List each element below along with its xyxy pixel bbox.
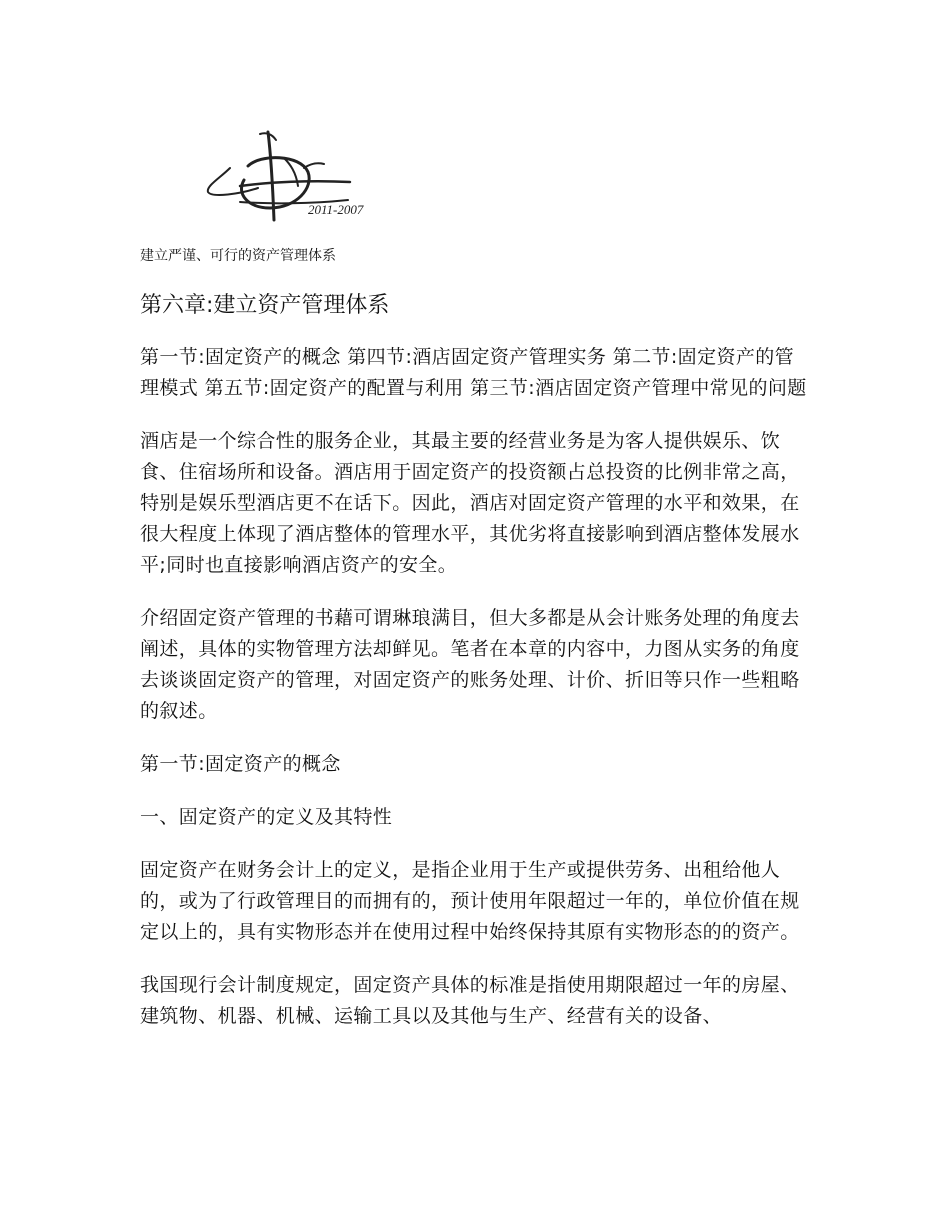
document-body [140, 342, 812, 1054]
paragraph-regulation: 我国现行会计制度规定，固定资产具体的标准是指使用期限超过一年的房屋、建筑物、机器、机械、运输工具以及其他与生产、经营有关的设备、 [140, 974, 800, 1027]
signature-date: 2011-2007 [308, 202, 364, 217]
paragraph-definition: 固定资产在财务会计上的定义，是指企业用于生产或提供劳务、出租给他人的，或为了行政管理目的而拥有的，预计使用年限超过一年的，单位价值在规定以上的，具有实物形态并在使用过程中始终保持其原有实物形态的的资产。 [140, 859, 800, 943]
table-of-contents: 第一节:固定资产的概念 第四节:酒店固定资产管理实务 第二节:固定资产的管理模式 第五节:固定资产的配置与利用 第三节:酒店固定资产管理中常见的问题 [140, 346, 807, 399]
handwritten-signature [200, 128, 405, 224]
document-subtitle: 建立严谨、可行的资产管理体系 [140, 248, 336, 264]
paragraph-intro: 酒店是一个综合性的服务企业，其最主要的经营业务是为客人提供娱乐、饮食、住宿场所和设备。酒店用于固定资产的投资额占总投资的比例非常之高，特别是娱乐型酒店更不在话下。因此，酒店对固定资产管理的水平和效果，在很大程度上体现了酒店整体的管理水平，其优劣将直接影响到酒店整体发展水平;同时也直接影响酒店资产的安全。 [140, 430, 800, 576]
section-heading: 第一节:固定资产的概念 [140, 753, 341, 775]
subsection-heading: 一、固定资产的定义及其特性 [140, 806, 393, 828]
paragraph-books: 介绍固定资产管理的书藉可谓琳琅满目，但大多都是从会计账务处理的角度去阐述，具体的实物管理方法却鲜见。笔者在本章的内容中，力图从实务的角度去谈谈固定资产的管理，对固定资产的账务处理、计价、折旧等只作一些粗略的叙述。 [140, 607, 800, 722]
chapter-title: 第六章:建立资产管理体系 [140, 293, 390, 318]
